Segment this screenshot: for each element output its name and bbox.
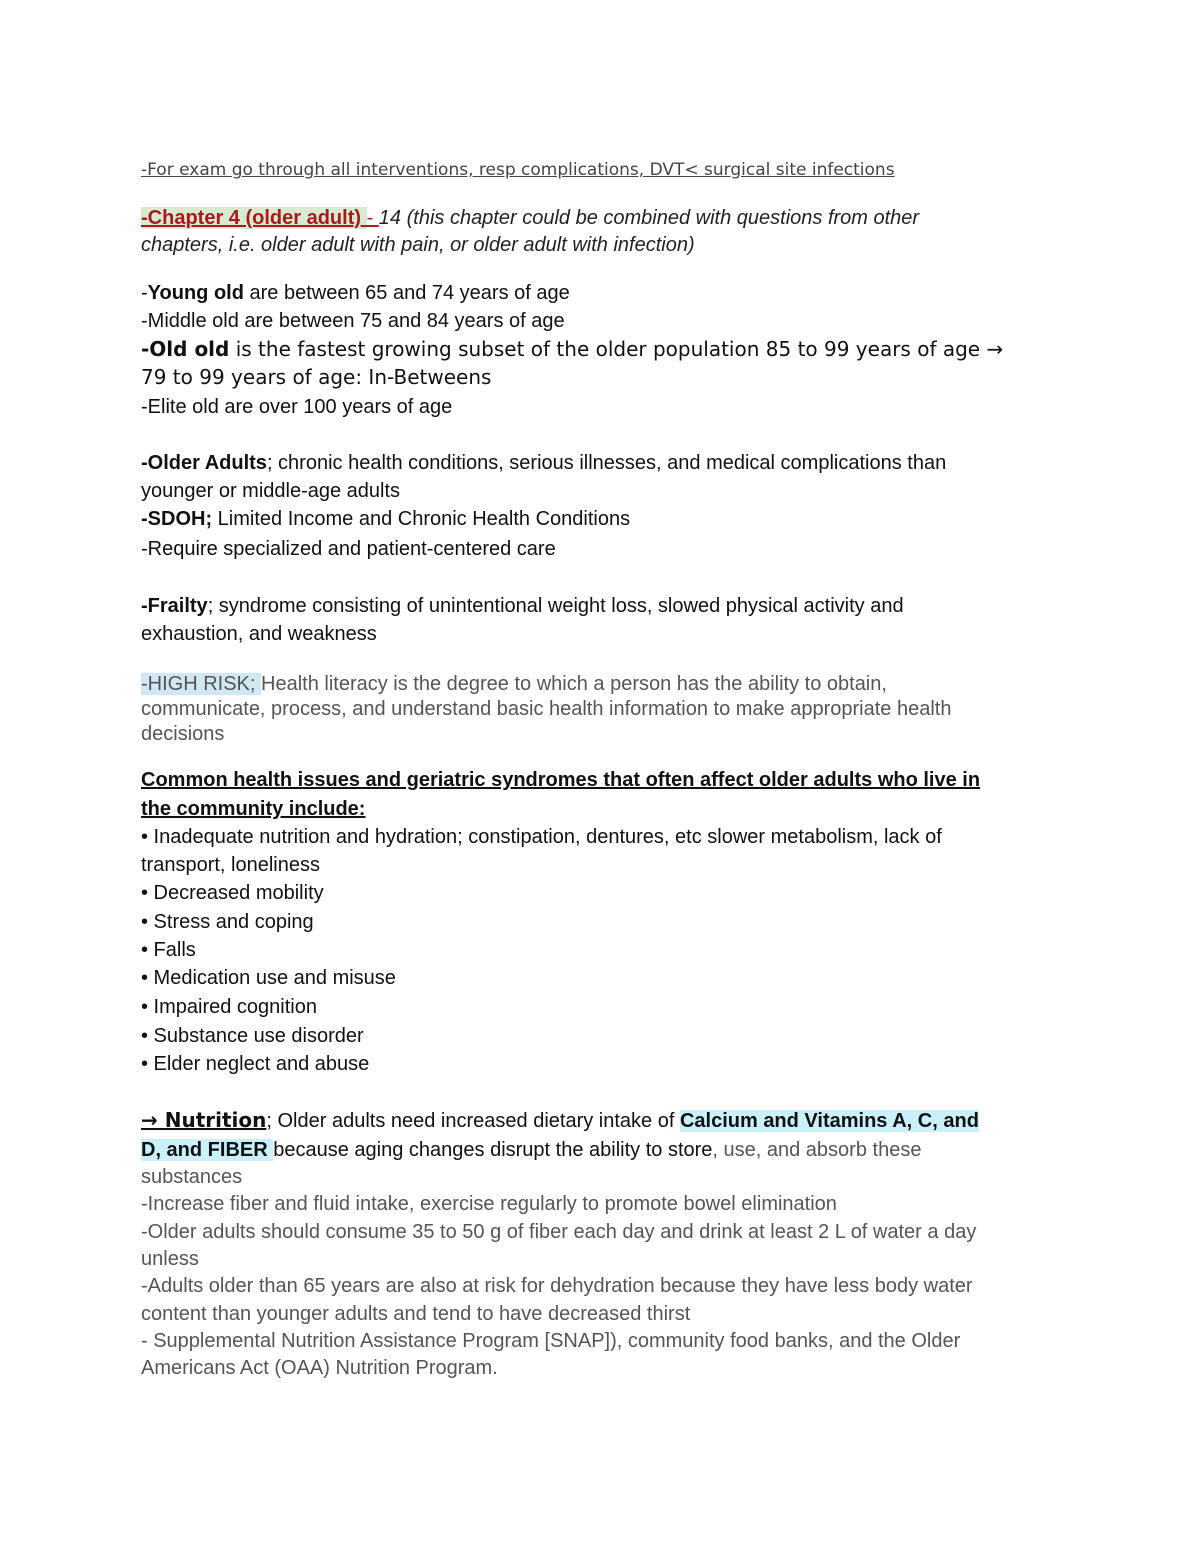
list-item: • Impaired cognition	[141, 996, 317, 1018]
consume-line: -Older adults should consume 35 to 50 g of fiber each day and drink at least 2 L of water a day	[141, 1221, 977, 1243]
older-adults-line	[141, 453, 946, 473]
elite-old-line: -Elite old are over 100 years of age	[141, 396, 453, 418]
common-issues-heading: Common health issues and geriatric syndromes that often affect older adults who live in	[141, 769, 981, 791]
middle-old-line: -Middle old are between 75 and 84 years of age	[141, 310, 565, 332]
chapter-note-cont: chapters, i.e. older adult with pain, or older adult with infection)	[141, 234, 695, 256]
list-item: • Decreased mobility	[141, 882, 324, 904]
chapter-title: -Chapter 4 (older adult)	[141, 207, 367, 229]
list-item: • Inadequate nutrition and hydration; constipation, dentures, etc slower metabolism, lack of	[141, 826, 942, 848]
older-adults-cont: younger or middle-age adults	[141, 480, 401, 502]
nutrition-line	[141, 1110, 979, 1131]
young-old-prefix: -	[141, 282, 148, 304]
list-item: • Falls	[141, 939, 196, 961]
nutrition-text: ; Older adults need increased dietary intake of	[266, 1110, 680, 1132]
sdoh-term: -SDOH;	[141, 508, 213, 530]
health-literacy-cont2: decisions	[141, 723, 225, 745]
young-old-text: are between 65 and 74 years of age	[243, 282, 570, 304]
chapter-note: 14 (this chapter could be combined with questions from other	[378, 207, 920, 229]
high-risk-tag: -HIGH RISK;	[141, 673, 262, 695]
care-line: -Require specialized and patient-centered care	[141, 538, 556, 560]
old-old-term: -Old old	[141, 337, 230, 361]
nutrition-highlight: Calcium and Vitamins A, C, and	[679, 1110, 979, 1132]
frailty-line	[141, 596, 904, 616]
frailty-term: -Frailty	[141, 595, 208, 617]
list-item: • Medication use and misuse	[141, 967, 396, 989]
health-literacy-cont1: communicate, process, and understand basic health information to make appropriate health	[141, 698, 952, 720]
chapter-dash: -	[366, 207, 379, 229]
snap-cont: Americans Act (OAA) Nutrition Program.	[141, 1357, 498, 1379]
frailty-text: ; syndrome consisting of unintentional weight loss, slowed physical activity and	[207, 595, 904, 617]
nutrition-cont-text: because aging changes disrupt the ability to store	[273, 1139, 713, 1161]
list-item: • Stress and coping	[141, 911, 314, 933]
list-item: • Elder neglect and abuse	[141, 1053, 370, 1075]
nutrition-cont2: substances	[141, 1166, 243, 1188]
young-old-line	[141, 283, 570, 303]
dehydration-cont: content than younger adults and tend to have decreased thirst	[141, 1303, 691, 1325]
sdoh-text: Limited Income and Chronic Health Conditions	[212, 508, 631, 530]
health-literacy-text: Health literacy is the degree to which a person has the ability to obtain,	[261, 673, 887, 695]
nutrition-cont-gray: , use, and absorb these	[712, 1139, 922, 1161]
old-old-line	[141, 339, 1003, 359]
dehydration-line: -Adults older than 65 years are also at risk for dehydration because they have less body water	[141, 1275, 973, 1297]
common-issues-heading-cont: the community include:	[141, 798, 366, 820]
nutrition-highlight-cont: D, and FIBER	[141, 1139, 274, 1161]
old-old-text: is the fastest growing subset of the older population 85 to 99 years of age →	[229, 337, 1004, 361]
young-old-term: Young old	[147, 282, 244, 304]
older-adults-term: -Older Adults	[141, 452, 267, 474]
consume-cont: unless	[141, 1248, 199, 1270]
list-item: • Substance use disorder	[141, 1025, 364, 1047]
sdoh-line	[141, 509, 630, 529]
nutrition-cont	[141, 1140, 921, 1160]
health-literacy-line	[141, 674, 887, 694]
nutrition-term: → Nutrition	[141, 1108, 267, 1132]
older-adults-text: ; chronic health conditions, serious illnesses, and medical complications than	[266, 452, 947, 474]
old-old-cont: 79 to 99 years of age: In-Betweens	[141, 365, 492, 389]
exam-note: -For exam go through all interventions, resp complications, DVT< surgical site infections	[141, 160, 895, 180]
chapter-heading	[141, 208, 919, 228]
fiber-line: -Increase fiber and fluid intake, exercise regularly to promote bowel elimination	[141, 1193, 837, 1215]
list-item-cont: transport, loneliness	[141, 854, 320, 876]
snap-line: - Supplemental Nutrition Assistance Program [SNAP]), community food banks, and the Older	[141, 1330, 961, 1352]
frailty-cont: exhaustion, and weakness	[141, 623, 377, 645]
